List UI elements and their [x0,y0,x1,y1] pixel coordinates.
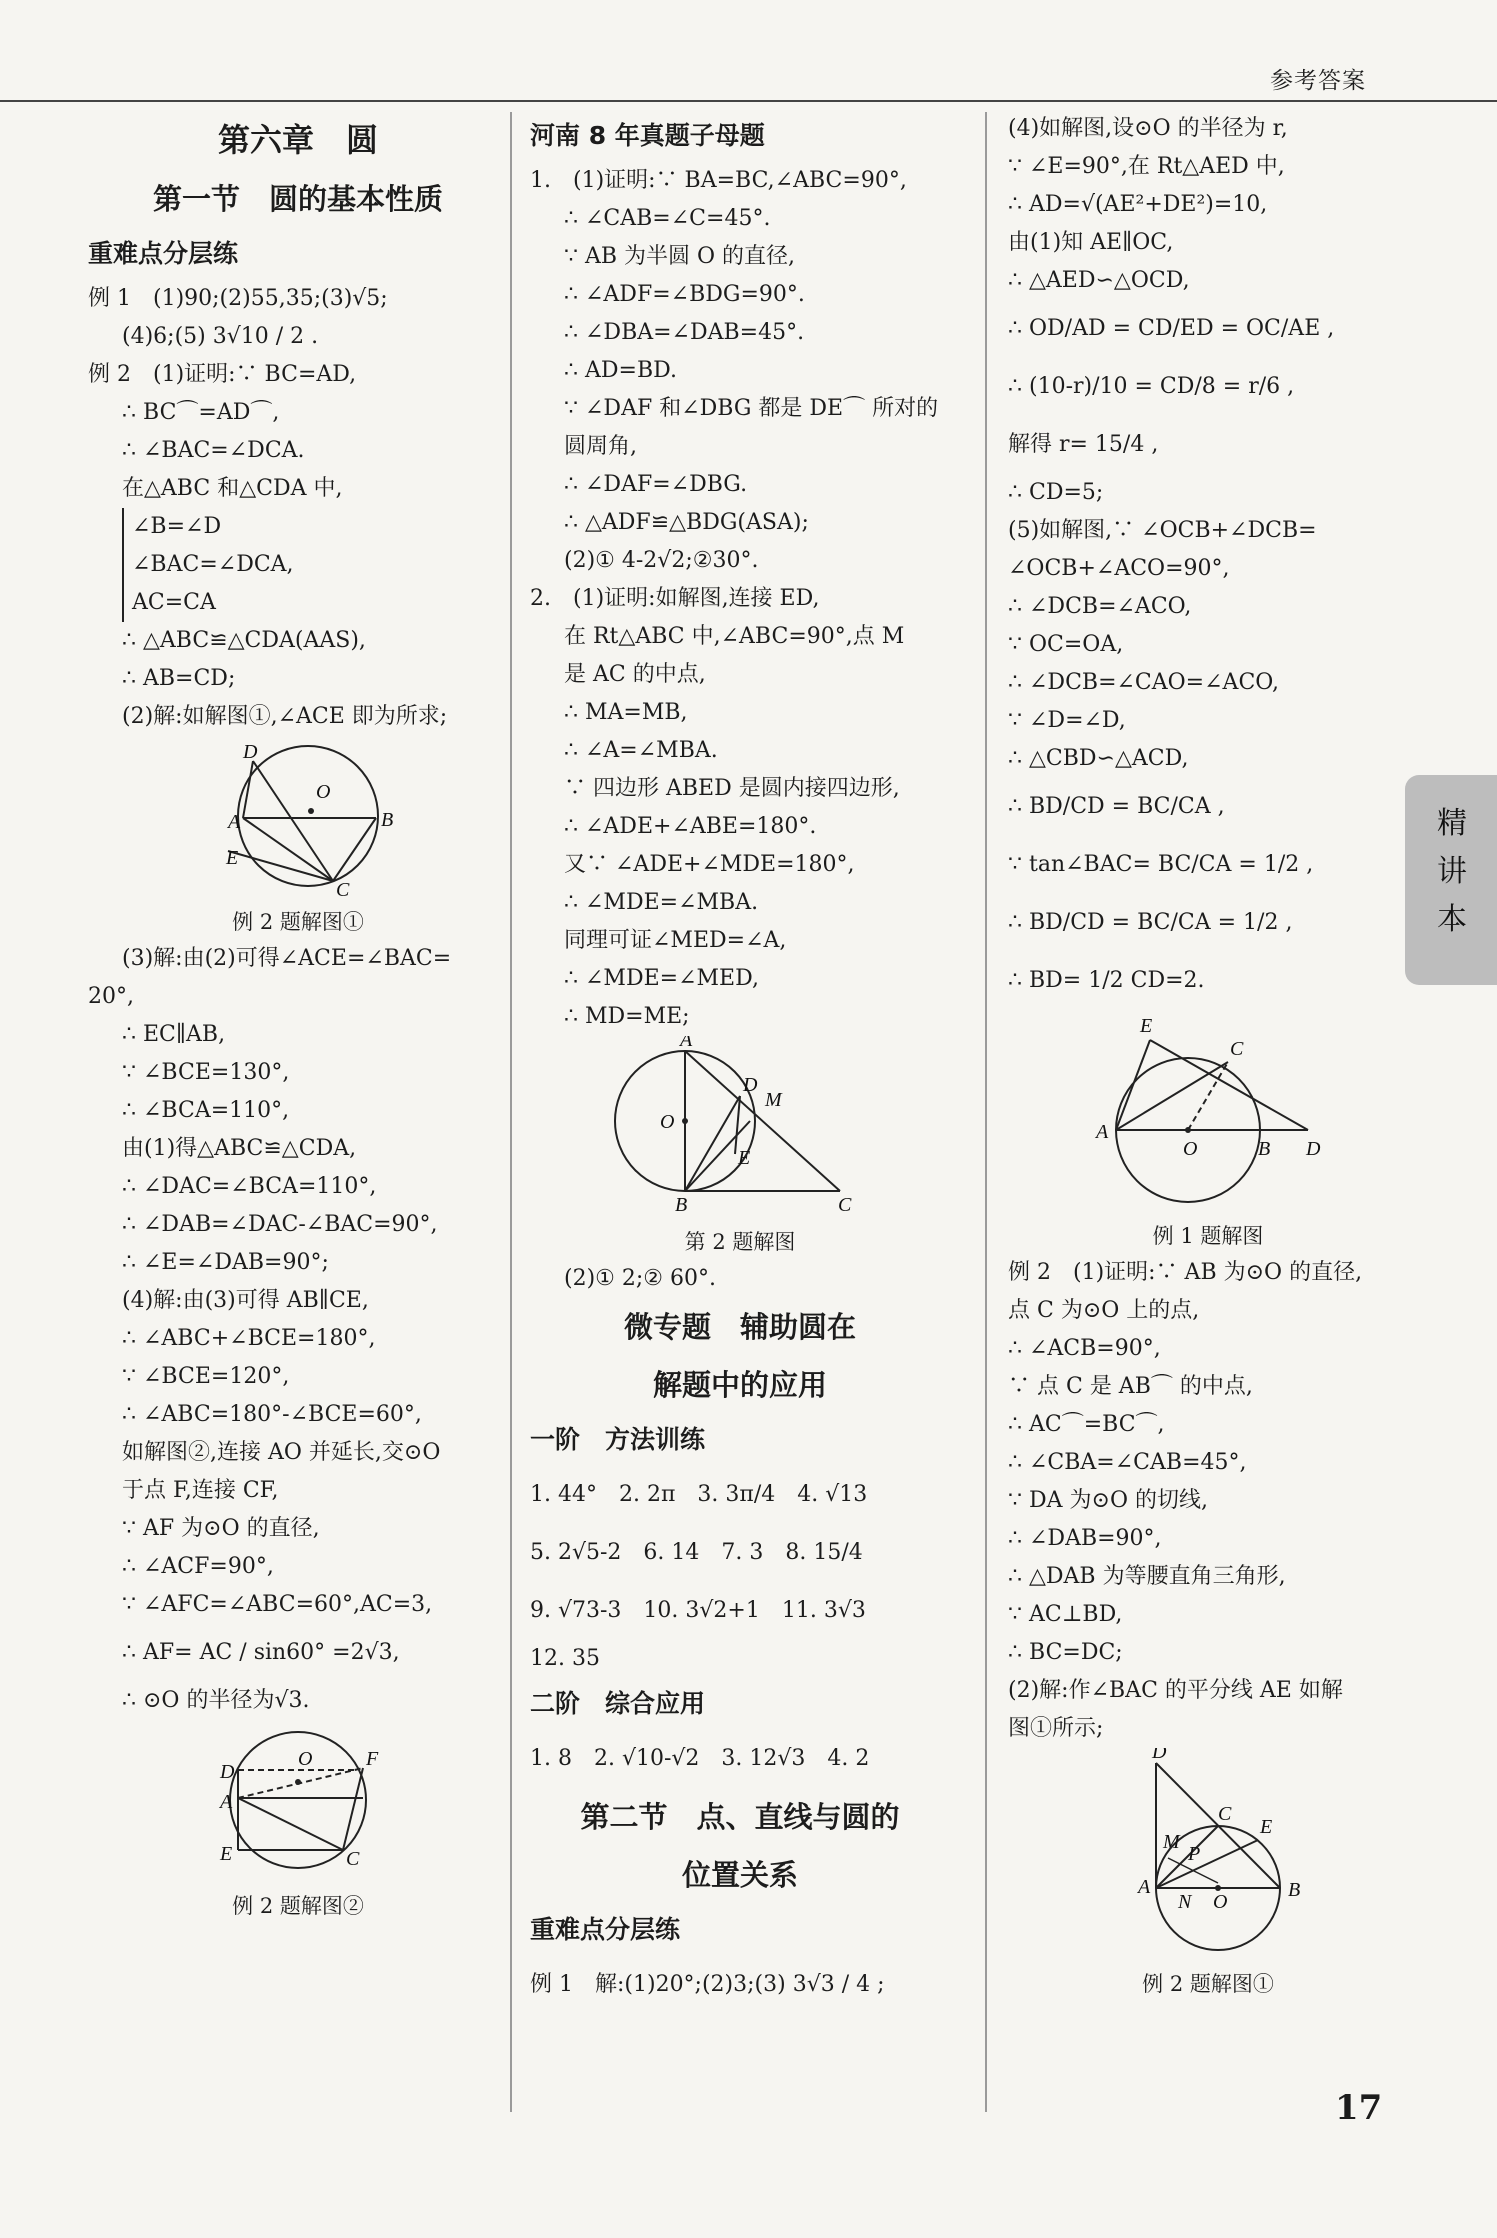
answer-line: ∴ AD=BD. [564,358,677,383]
answer-line: ∴ ∠CAB=∠C=45°. [564,206,771,231]
answer-line: 解得 r= 15/4 , [1008,432,1159,457]
answer-line: ∵ ∠D=∠D, [1008,708,1126,733]
section-title: 第一节 圆的基本性质 [152,182,443,216]
answer-line: 点 C 为⊙O 上的点, [1008,1298,1200,1323]
figure-caption: 例 2 题解图① [1142,1972,1274,1996]
answer-line: ∴ △DAB 为等腰直角三角形, [1008,1564,1286,1589]
answer-line: ∴ ∠ABC=180°-∠BCE=60°, [122,1402,422,1427]
answer-line: 圆周角, [564,434,637,459]
answer-line: (5)如解图,∵ ∠OCB+∠DCB= [1008,518,1317,543]
column-1 [88,110,508,1924]
figure-point-label: O [660,1111,675,1133]
answer-line: 于点 F,连接 CF, [122,1478,279,1503]
figure-point-label: B [1288,1879,1301,1901]
answer-line: ∴ ∠DAB=∠DAC-∠BAC=90°, [122,1212,438,1237]
column-2 [530,110,950,2014]
geometry-diagram [610,1036,870,1216]
subsection-title: 二阶 综合应用 [530,1689,706,1718]
answer-line: 由(1)得△ABC≌△CDA, [122,1136,357,1161]
answer-line: ∴ (10-r)/10 = CD/8 = r/6 , [1008,374,1295,399]
figure-point-label: O [1213,1891,1228,1913]
answer-line: 1. 44° 2. 2π 3. 3π/4 4. √13 [530,1482,868,1507]
answer-line: 同理可证∠MED=∠A, [564,928,787,953]
answer-line: ∴ MD=ME; [564,1004,690,1029]
column-3 [1008,110,1408,2002]
answer-line: 又∵ ∠ADE+∠MDE=180°, [564,852,855,877]
figure-point-label: O [1183,1138,1198,1160]
answer-line: 9. √73-3 10. 3√2+1 11. 3√3 [530,1598,866,1623]
page-number: 17 [1335,2088,1383,2128]
figure-point-label: A [680,1036,693,1051]
answer-line: ∴ AD=√(AE²+DE²)=10, [1008,192,1268,217]
geometry-diagram [198,1720,398,1880]
figure-point-label: E [220,1843,233,1865]
answer-line: ∴ ∠DAC=∠BCA=110°, [122,1174,377,1199]
answer-line: 由(1)知 AE∥OC, [1008,230,1174,255]
column-divider [510,112,512,2112]
column-divider [985,112,987,2112]
answer-line: 在△ABC 和△CDA 中, [122,476,343,501]
answer-line: ∴ ∠ADF=∠BDG=90°. [564,282,805,307]
answer-line: ∴ MA=MB, [564,700,688,725]
answer-line: 如解图②,连接 AO 并延长,交⊙O [122,1440,441,1465]
figure-point-label: O [298,1748,313,1770]
figure-point-label: D [220,1761,235,1783]
answer-line: 图①所示; [1008,1716,1104,1741]
figure-point-label: B [1258,1138,1271,1160]
header-title: 参考答案 [1270,68,1366,94]
answer-line: ∵ DA 为⊙O 的切线, [1008,1488,1208,1513]
example-line: 例 2 (1)证明:∵ BC=AD, [88,362,357,387]
section-title: 解题中的应用 [652,1368,827,1402]
answer-line: ∴ EC∥AB, [122,1022,226,1047]
answer-line: ∴ BD/CD = BC/CA , [1008,794,1225,819]
figure-caption: 例 1 题解图 [1152,1224,1264,1248]
answer-line: ∴ ∠DBA=∠DAB=45°. [564,320,805,345]
answer-line: ∵ ∠BCE=130°, [122,1060,290,1085]
subsection-title: 重难点分层练 [530,1915,681,1944]
figure-point-label: B [381,809,394,831]
answer-line: ∴ △AED∽△OCD, [1008,268,1190,293]
answer-line: (2)① 4-2√2;②30°. [564,548,759,573]
chapter-title: 第六章 圆 [217,121,378,159]
answer-line: 12. 35 [530,1646,600,1671]
figure-fig2 [88,1720,508,1888]
answer-line: ∵ AF 为⊙O 的直径, [122,1516,320,1541]
answer-line: ∴ ∠DAB=90°, [1008,1526,1162,1551]
figure-point-label: D [1152,1748,1167,1763]
answer-line: ∴ AC⌒=BC⌒, [1008,1412,1165,1437]
answer-line: ∵ ∠AFC=∠ABC=60°,AC=3, [122,1592,433,1617]
figure-point-label: F [366,1748,379,1770]
answer-line: 20°, [88,984,134,1009]
brace-line: AC=CA [122,584,508,622]
figure-point-label: P [1188,1843,1201,1865]
answer-line: ∴ AF= AC / sin60° =2√3, [122,1640,400,1665]
subsection-title: 重难点分层练 [88,239,239,268]
figure-point-label: E [1140,1015,1153,1037]
figure-point-label: E [738,1147,751,1169]
example-line: 2. (1)证明:如解图,连接 ED, [530,586,820,611]
answer-line: ∴ ∠DCB=∠ACO, [1008,594,1192,619]
geometry-diagram [1108,1748,1308,1958]
answer-line: ∴ BC⌒=AD⌒, [122,400,280,425]
figure-fig3 [530,1036,950,1224]
answer-line: ∴ ∠MDE=∠MED, [564,966,759,991]
example-line: 例 1 (1)90;(2)55,35;(3)√5; [88,286,388,311]
answer-line: ∵ ∠E=90°,在 Rt△AED 中, [1008,154,1285,179]
answer-line: ∴ ∠ACB=90°, [1008,1336,1161,1361]
answer-line: ∴ OD/AD = CD/ED = OC/AE , [1008,316,1335,341]
answer-line: ∴ ∠BCA=110°, [122,1098,290,1123]
figure-point-label: E [226,847,239,869]
answer-line: ∴ ∠ADE+∠ABE=180°. [564,814,817,839]
figure-point-label: D [1306,1138,1321,1160]
header-rule [0,100,1497,102]
answer-line: ∴ CD=5; [1008,480,1104,505]
answer-line: ∵ 四边形 ABED 是圆内接四边形, [564,776,900,801]
section-title: 位置关系 [681,1858,798,1892]
figure-point-label: A [1096,1121,1109,1143]
answer-line: ∠OCB+∠ACO=90°, [1008,556,1230,581]
example-line: 例 2 (1)证明:∵ AB 为⊙O 的直径, [1008,1260,1363,1285]
figure-caption: 例 2 题解图① [232,910,364,934]
figure-point-label: C [838,1194,852,1216]
answer-line: 1. 8 2. √10-√2 3. 12√3 4. 2 [530,1746,870,1771]
answer-line: ∵ 点 C 是 AB⌒ 的中点, [1008,1374,1253,1399]
answer-line: ∴ ∠ABC+∠BCE=180°, [122,1326,376,1351]
figure-point-label: D [743,1074,758,1096]
answer-line: ∴ △ABC≌△CDA(AAS), [122,628,366,653]
answer-line: ∵ OC=OA, [1008,632,1124,657]
figure-point-label: A [220,1791,233,1813]
figure-point-label: C [1218,1803,1232,1825]
answer-line: (4)6;(5) 3√10 / 2 . [122,324,319,349]
answer-line: ∴ ∠BAC=∠DCA. [122,438,305,463]
answer-line: ∴ △ADF≌△BDG(ASA); [564,510,809,535]
figure-point-label: B [675,1194,688,1216]
figure-point-label: C [346,1848,360,1870]
figure-caption: 第 2 题解图 [684,1230,796,1254]
figure-point-label: E [1260,1816,1273,1838]
answer-line: ∴ ∠MDE=∠MBA. [564,890,759,915]
section-title: 第二节 点、直线与圆的 [580,1800,900,1834]
answer-line: ∴ BC=DC; [1008,1640,1123,1665]
figure-point-label: A [1138,1876,1151,1898]
subsection-title: 一阶 方法训练 [530,1425,706,1454]
figure-point-label: M [1163,1831,1180,1853]
figure-fig1 [88,736,508,904]
figure-point-label: O [316,781,331,803]
answer-line: (2)解:如解图①,∠ACE 即为所求; [122,704,448,729]
answer-line: ∴ ∠CBA=∠CAB=45°, [1008,1450,1247,1475]
answer-line: ∴ ∠ACF=90°, [122,1554,274,1579]
figure-point-label: N [1178,1891,1192,1913]
answer-line: ∴ AB=CD; [122,666,236,691]
answer-line: ∴ ⊙O 的半径为√3. [122,1688,310,1713]
brace-line: ∠B=∠D [122,508,508,546]
answer-line: (2)① 2;② 60°. [564,1266,716,1291]
figure-point-label: A [228,811,241,833]
answer-line: 在 Rt△ABC 中,∠ABC=90°,点 M [564,624,905,649]
answer-line: ∴ ∠A=∠MBA. [564,738,718,763]
figure-point-label: D [243,741,258,763]
side-tab-label: 精 讲 本 [1437,806,1467,937]
figure-point-label: C [1230,1038,1244,1060]
answer-line: ∴ ∠DCB=∠CAO=∠ACO, [1008,670,1280,695]
answer-line: 5. 2√5-2 6. 14 7. 3 8. 15/4 [530,1540,863,1565]
answer-line: ∵ AB 为半圆 O 的直径, [564,244,796,269]
answer-line: ∵ ∠DAF 和∠DBG 都是 DE⌒ 所对的 [564,396,939,421]
answer-line: ∴ BD= 1/2 CD=2. [1008,968,1205,993]
example-line: 例 1 解:(1)20°;(2)3;(3) 3√3 / 4 ; [530,1972,885,1997]
subsection-title: 河南 8 年真题子母题 [530,121,765,150]
brace-line: ∠BAC=∠DCA, [122,546,508,584]
answer-line: ∴ ∠DAF=∠DBG. [564,472,748,497]
answer-line: (2)解:作∠BAC 的平分线 AE 如解 [1008,1678,1343,1703]
answer-line: ∴ BD/CD = BC/CA = 1/2 , [1008,910,1293,935]
geometry-diagram [198,736,398,896]
answer-line: ∵ tan∠BAC= BC/CA = 1/2 , [1008,852,1314,877]
answer-line: 是 AC 的中点, [564,662,706,687]
answer-line: ∵ AC⊥BD, [1008,1602,1123,1627]
example-line: 1. (1)证明:∵ BA=BC,∠ABC=90°, [530,168,907,193]
answer-line: ∴ △CBD∽△ACD, [1008,746,1189,771]
figure-point-label: M [765,1089,782,1111]
geometry-diagram [1078,1010,1338,1210]
figure-fig5 [1008,1748,1408,1966]
answer-line: (4)解:由(3)可得 AB∥CE, [122,1288,369,1313]
answer-line: (3)解:由(2)可得∠ACE=∠BAC= [122,946,452,971]
answer-line: ∵ ∠BCE=120°, [122,1364,290,1389]
figure-fig4 [1008,1010,1408,1218]
figure-point-label: C [336,879,350,896]
figure-caption: 例 2 题解图② [232,1894,364,1918]
answer-line: (4)如解图,设⊙O 的半径为 r, [1008,116,1288,141]
answer-line: ∴ ∠E=∠DAB=90°; [122,1250,329,1275]
section-title: 微专题 辅助圆在 [623,1310,856,1344]
